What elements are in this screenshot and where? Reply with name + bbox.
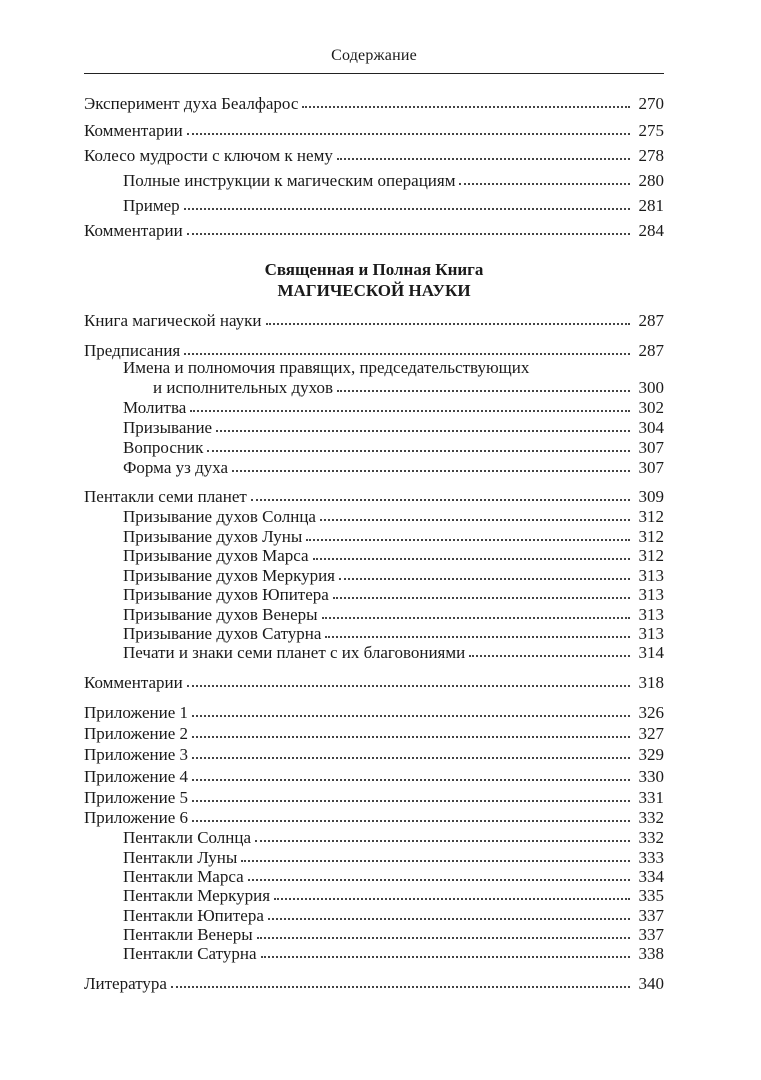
- toc-entry-page: 335: [638, 886, 664, 905]
- toc-entry-page: 300: [638, 378, 664, 397]
- toc-entry-page: 318: [638, 673, 664, 692]
- toc-entry-title: Призывание духов Марса: [123, 546, 309, 565]
- dot-leader: [207, 450, 630, 452]
- toc-entry-title: Пентакли Солнца: [123, 828, 252, 847]
- toc-entry-page: 313: [638, 585, 664, 604]
- dot-leader: [192, 715, 630, 717]
- dot-leader: [192, 757, 630, 759]
- dot-leader: [337, 158, 630, 160]
- dot-leader: [216, 430, 630, 432]
- toc-entry-title: Приложение 5: [84, 788, 188, 807]
- toc-entry-title: Комментарии: [84, 221, 183, 240]
- toc-entry-title: Полные инструкции к магическим операциям: [123, 171, 456, 190]
- toc-subentry[interactable]: [84, 605, 664, 625]
- toc-entry[interactable]: [84, 487, 664, 507]
- toc-entry-title: Призывание: [123, 418, 213, 437]
- dot-leader: [257, 937, 630, 939]
- toc-entry-title: Приложение 4: [84, 767, 188, 786]
- toc-subentry[interactable]: [84, 944, 664, 964]
- dot-leader: [268, 918, 630, 920]
- toc-entry[interactable]: [84, 121, 664, 141]
- toc-entry-title: Молитва: [123, 398, 187, 417]
- toc-subentry[interactable]: [84, 171, 664, 191]
- toc-entry-title: Призывание духов Луны: [123, 527, 303, 546]
- toc-entry-page: 332: [638, 828, 664, 847]
- toc-entry-title: Призывание духов Меркурия: [123, 566, 336, 585]
- toc-entry-title: Пентакли Луны: [123, 848, 238, 867]
- toc-entry-page: 327: [638, 724, 664, 743]
- toc-entry-page: 340: [638, 974, 664, 993]
- dot-leader: [325, 636, 630, 638]
- toc-entry-title: Призывание духов Венеры: [123, 605, 318, 624]
- toc-entry-title: Призывание духов Юпитера: [123, 585, 329, 604]
- toc-entry-page: 332: [638, 808, 664, 827]
- toc-subentry[interactable]: [84, 458, 664, 478]
- toc-entry-page: 338: [638, 944, 664, 963]
- dot-leader: [187, 133, 630, 135]
- section-heading-line1: Священная и Полная Книга: [264, 260, 484, 279]
- dot-leader: [192, 736, 630, 738]
- dot-leader: [302, 106, 630, 108]
- toc-subentry[interactable]: [84, 438, 664, 458]
- toc-entry-title: Эксперимент духа Беалфарос: [84, 94, 299, 113]
- toc-entry-page: 313: [638, 624, 664, 643]
- dot-leader: [339, 578, 630, 580]
- toc-entry-page: 334: [638, 867, 664, 886]
- toc-entry-page: 337: [638, 925, 664, 944]
- dot-leader: [187, 685, 630, 687]
- toc-entry-title: Литература: [84, 974, 167, 993]
- dot-leader: [192, 800, 630, 802]
- toc-entry-title: Пентакли Юпитера: [123, 906, 264, 925]
- dot-leader: [459, 183, 630, 185]
- toc-subentry[interactable]: [84, 624, 664, 644]
- toc-subentry[interactable]: [84, 418, 664, 438]
- toc-entry-page: 313: [638, 605, 664, 624]
- dot-leader: [337, 390, 630, 392]
- dot-leader: [313, 558, 630, 560]
- toc-subentry[interactable]: [84, 585, 664, 605]
- header-rule: [84, 73, 664, 74]
- dot-leader: [192, 820, 630, 822]
- toc-entry-page: 314: [638, 643, 664, 662]
- toc-subentry[interactable]: [84, 507, 664, 527]
- toc-entry-page: 309: [638, 487, 664, 506]
- dot-leader: [171, 986, 630, 988]
- toc-entry-page: 275: [638, 121, 664, 140]
- toc-entry[interactable]: [84, 94, 664, 114]
- toc-entry-page: 326: [638, 703, 664, 722]
- toc-entry-page: 337: [638, 906, 664, 925]
- toc-entry-title: Комментарии: [84, 673, 183, 692]
- toc-entry-title: Колесо мудрости с ключом к нему: [84, 146, 333, 165]
- toc-entry-page: 270: [638, 94, 664, 113]
- toc-entry-page: 312: [638, 507, 664, 526]
- toc-entry-title: Комментарии: [84, 121, 183, 140]
- toc-entry[interactable]: [84, 703, 664, 723]
- toc-subentry[interactable]: [84, 398, 664, 418]
- dot-leader: [232, 470, 630, 472]
- section-heading-line2: МАГИЧЕСКОЙ НАУКИ: [277, 281, 471, 300]
- toc-entry[interactable]: [84, 974, 664, 994]
- dot-leader: [306, 539, 630, 541]
- toc-entry-page: 304: [638, 418, 664, 437]
- toc-subentry[interactable]: [84, 566, 664, 586]
- toc-entry-title: Пентакли Меркурия: [123, 886, 271, 905]
- toc-entry-title: Пентакли Сатурна: [123, 944, 257, 963]
- toc-entry-page: 307: [638, 458, 664, 477]
- toc-entry-page: 330: [638, 767, 664, 786]
- toc-entry[interactable]: [84, 767, 664, 787]
- toc-entry-page: 307: [638, 438, 664, 457]
- toc-entry-page: 312: [638, 546, 664, 565]
- dot-leader: [333, 597, 630, 599]
- toc-entry-title: и исполнительных духов: [153, 378, 334, 397]
- toc-entry-title: Призывание духов Сатурна: [123, 624, 322, 643]
- toc-subentry[interactable]: [84, 906, 664, 926]
- toc-subentry[interactable]: [84, 925, 664, 945]
- toc-subentry-first-line: Имена и полномочия правящих, председательствующих: [123, 358, 530, 377]
- dot-leader: [261, 956, 631, 958]
- toc-entry[interactable]: [84, 808, 664, 828]
- dot-leader: [184, 208, 630, 210]
- toc-entry-page: 331: [638, 788, 664, 807]
- toc-entry-page: 312: [638, 527, 664, 546]
- toc-entry[interactable]: [84, 788, 664, 808]
- toc-entry-page: 329: [638, 745, 664, 764]
- toc-subentry[interactable]: [84, 378, 664, 398]
- toc-entry-title: Печати и знаки семи планет с их благовониями: [123, 643, 466, 662]
- dot-leader: [274, 898, 630, 900]
- toc-entry-page: 278: [638, 146, 664, 165]
- toc-entry-title: Книга магической науки: [84, 311, 262, 330]
- dot-leader: [255, 840, 630, 842]
- dot-leader: [266, 323, 630, 325]
- toc-entry-title: Предписания: [84, 341, 181, 360]
- toc-subentry[interactable]: [84, 643, 664, 663]
- toc-entry-title: Форма уз духа: [123, 458, 229, 477]
- toc-entry-page: 280: [638, 171, 664, 190]
- running-header: Содержание: [331, 47, 417, 64]
- dot-leader: [322, 617, 630, 619]
- toc-subentry[interactable]: [84, 527, 664, 547]
- toc-entry-page: 287: [638, 311, 664, 330]
- toc-entry-title: Призывание духов Солнца: [123, 507, 316, 526]
- toc-entry-title: Пример: [123, 196, 180, 215]
- toc-subentry[interactable]: [84, 196, 664, 216]
- dot-leader: [251, 499, 630, 501]
- dot-leader: [187, 233, 630, 235]
- dot-leader: [248, 879, 630, 881]
- toc-subentry[interactable]: [84, 546, 664, 566]
- toc-entry-title: Вопросник: [123, 438, 204, 457]
- toc-entry-title: Пентакли Марса: [123, 867, 244, 886]
- toc-entry-page: 284: [638, 221, 664, 240]
- toc-entry[interactable]: [84, 745, 664, 765]
- toc-entry[interactable]: [84, 311, 664, 331]
- dot-leader: [190, 410, 630, 412]
- toc-entry[interactable]: [84, 673, 664, 693]
- toc-entry[interactable]: [84, 724, 664, 744]
- toc-subentry[interactable]: [84, 867, 664, 887]
- dot-leader: [192, 779, 630, 781]
- dot-leader: [469, 655, 630, 657]
- toc-entry-page: 333: [638, 848, 664, 867]
- toc-entry-title: Приложение 1: [84, 703, 188, 722]
- toc-subentry[interactable]: [84, 848, 664, 868]
- toc-entry[interactable]: [84, 146, 664, 166]
- toc-entry-title: Приложение 6: [84, 808, 188, 827]
- dot-leader: [320, 519, 630, 521]
- toc-subentry[interactable]: [84, 828, 664, 848]
- toc-entry-title: Приложение 3: [84, 745, 188, 764]
- dot-leader: [184, 353, 630, 355]
- toc-entry-title: Пентакли Венеры: [123, 925, 253, 944]
- toc-entry-page: 281: [638, 196, 664, 215]
- toc-entry-title: Приложение 2: [84, 724, 188, 743]
- toc-entry-title: Пентакли семи планет: [84, 487, 247, 506]
- toc-entry-page: 313: [638, 566, 664, 585]
- toc-entry-page: 302: [638, 398, 664, 417]
- toc-entry-page: 287: [638, 341, 664, 360]
- toc-entry[interactable]: [84, 221, 664, 241]
- toc-subentry[interactable]: [84, 886, 664, 906]
- dot-leader: [241, 860, 630, 862]
